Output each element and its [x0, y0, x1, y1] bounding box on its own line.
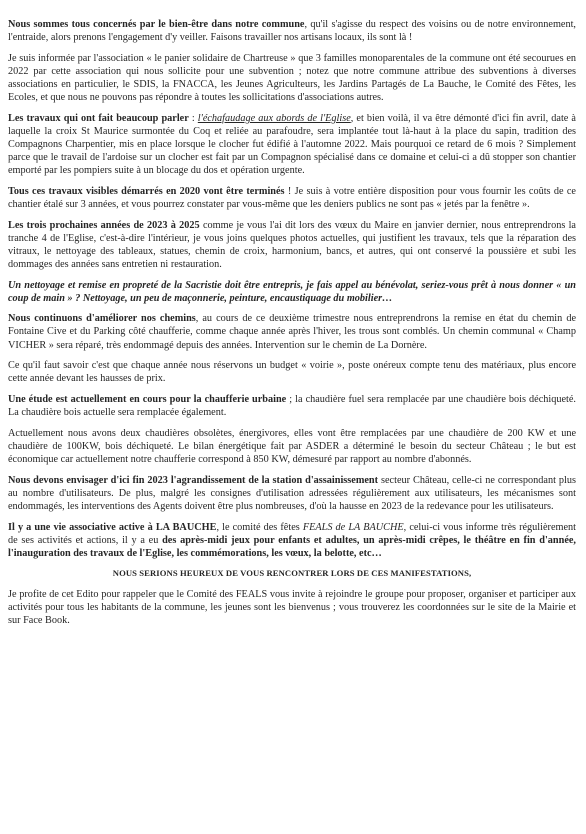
- text: :: [188, 112, 198, 124]
- paragraph: [8, 219, 576, 271]
- bold-text: Les trois prochaines années de 2023 à 2025: [8, 219, 200, 231]
- bold-text: Il y a une vie associative active à LA BAUCHE: [8, 521, 217, 533]
- paragraph: [8, 18, 576, 44]
- text: Je profite de cet Edito pour rappeler que le Comité des FEALS vous invite à rejoindre le groupe pour proposer, organiser et participer aux activités pour tous les habitants de la commune, les jeunes sont les bienvenus ; vous trouverez les coordonnées sur le site de la Mairie et sur Face Book.: [8, 588, 576, 626]
- paragraph: [8, 359, 576, 385]
- text: , qu'il s'agisse du respect des voisins ou de notre environnement, l'entraide, alors prenons l'engagement d'y veiller. Faisons travailler nos artisans locaux, ils sont là !: [8, 19, 576, 44]
- paragraph: [8, 474, 576, 513]
- paragraph: [8, 52, 576, 104]
- bold-text: Nous continuons d'améliorer nos chemins: [8, 313, 196, 325]
- paragraph: [8, 279, 576, 305]
- paragraph: [8, 588, 576, 627]
- bold-text: Nous sommes tous concernés par le bien-être dans notre commune: [8, 19, 305, 30]
- paragraph: [8, 427, 576, 466]
- text: , celui-ci vous informe très régulièrement de ses activités et actions, il y a eu: [8, 521, 576, 546]
- paragraph: [8, 312, 576, 351]
- text: , et bien voilà, il va être démonté d'ici fin avril, date à laquelle la croix St Maurice surmontée du Coq et reliée au parafoudre, sera implantée tout là-haut à la place du sapin, tradition des Compagnons Charpentier, mis en place lorsque le clocher fut édifié à l'automne 2022. Mais pourquoi ce retard de 6 mois ? Simplement parce que le travail de l'ardoise sur un clocher est fait par un Compagnon spécialisé dans ce domaine et celui-ci a dû stopper son chantier emporté par les pompiers suite à un blocage du dos et opération urgente.: [8, 112, 576, 177]
- paragraph: [8, 185, 576, 211]
- text: Ce qu'il faut savoir c'est que chaque année nous réservons un budget « voirie », poste onéreux compte tenu des matériaux, plus encore cette année devant les hausses de prix.: [8, 360, 576, 385]
- bold-text: Les travaux qui ont fait beaucoup parler: [8, 112, 189, 124]
- text: ! Je suis à votre entière disposition pour vous fournir les coûts de ce chantier étalé sur 3 années, et vous pourrez constater par vous-même que les deniers publics ne sont pas « jetés par la fenêtre ».: [8, 185, 576, 210]
- text: comme je vous l'ai dit lors des vœux du Maire en janvier dernier, nous entreprendrons la tranche 4 de l'Eglise, c'est-à-dire l'intérieur, je vous joins quelques photos actuelles, qui justifient les travaux, tels que la réparation des vitraux, le nettoyage des tableaux, statues, chemin de croix, harmonium, bancs, et autres, qui ont conservé la poussière et subi les dommages des années sans entretien ni restauration.: [8, 219, 576, 270]
- paragraph: [8, 521, 576, 560]
- bold-text: Tous ces travaux visibles démarrés en 2020 vont être terminés: [8, 185, 285, 197]
- text: secteur Château, celle-ci ne correspondant plus au nombre d'utilisateurs. De plus, malgré les consignes d'utilisation adressées régulièrement aux utilisateurs, les mécanismes sont endommagés, les interventions des Agents doivent être plus nombreuses, d'où la hausse en 2023 de la redevance pour les utilisateurs.: [8, 474, 576, 512]
- bold-text: des après-midi jeux pour enfants et adultes, un après-midi crêpes, le théâtre en fin d'année, l'inauguration des travaux de l'Eglise, les commémorations, les vœux, la belotte, etc…: [8, 534, 576, 559]
- emphasis-text: l'échafaudage aux abords de l'Eglise: [197, 112, 351, 124]
- text: ; la chaudière fuel sera remplacée par une chaudière bois déchiqueté. La chaudière bois actuelle sera remplacée également.: [8, 394, 576, 419]
- text: Je suis informée par l'association « le panier solidaire de Chartreuse » que 3 familles monoparentales de la commune ont été secourues en 2022 par cette association qui nous sollicite pour une subvention ; notez que notre commune attribue des subventions à diverses associations en particulier, le SDIS, la FNACCA, les Jeunes Agriculteurs, les Jardins Partagés de La Bauche, le Comité des Fêtes, les Ecoles, et que nous ne pouvons pas répondre à toutes les sollicitations d'associations autres.: [8, 52, 576, 104]
- paragraph: [8, 393, 576, 419]
- emphasis-text: FEALS de LA BAUCHE: [302, 521, 404, 533]
- paragraph: [8, 112, 576, 177]
- text: NOUS SERIONS HEUREUX DE VOUS RENCONTRER LORS DE CES MANIFESTATIONS,: [112, 568, 472, 579]
- text: , le comité des fêtes: [216, 521, 303, 533]
- text: Actuellement nous avons deux chaudières obsolètes, énergivores, elles vont être remplacées par une chaudière de 200 KW et une chaudière de 100KW, bois déchiqueté. Le bilan énergétique fait par ASDER a déterminé le besoin du secteur Château ; le but est économique car actuellement notre chaufferie correspond à 850 KW, démesuré par rapport au nombre d'abonnés.: [8, 427, 576, 465]
- bold-text: Nous devons envisager d'ici fin 2023 l'agrandissement de la station d'assainissement: [8, 474, 379, 486]
- text: , au cours de ce deuxième trimestre nous entreprendrons la remise en état du chemin de Fontaine Cive et du Parking côté chaufferie, comme chaque année après l'hiver, les trous sont comblés. Un chemin communal « Champ VICHER » sera réparé, très endommagé depuis des années. Intervention sur le chemin de La Dornère.: [8, 313, 576, 351]
- bold-text: Une étude est actuellement en cours pour la chaufferie urbaine: [8, 394, 287, 405]
- bold-text: Un nettoyage et remise en propreté de la Sacristie doit être entrepris, je fais appel au bénévolat, seriez-vous prêt à nous donner « un coup de main » ? Nettoyage, un peu de maçonnerie, peinture, encaustiquage du mobilier…: [8, 279, 576, 304]
- section-heading: [8, 567, 576, 580]
- edito-text-body: [8, 18, 576, 634]
